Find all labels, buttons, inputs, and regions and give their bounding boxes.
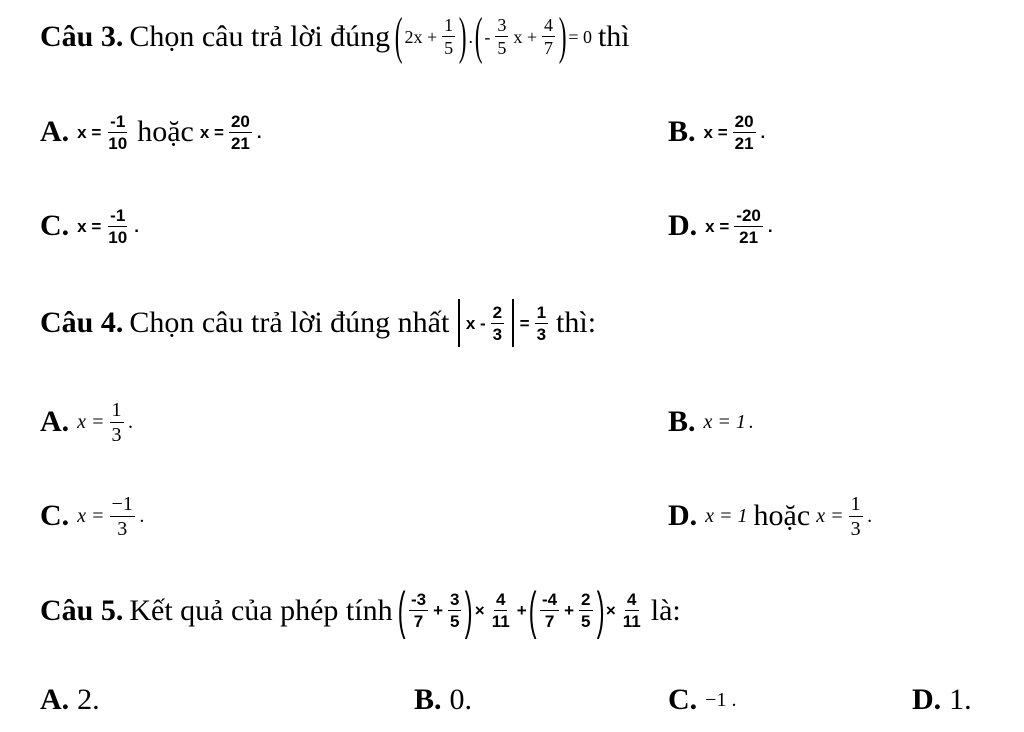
fraction: $\frac{1}{5}$ <box>444 15 454 59</box>
fraction: $\frac{3}{5}$ <box>497 15 507 59</box>
question-4-tail: thì: <box>556 306 597 339</box>
fraction: $\frac{4}{11}$ <box>622 590 641 632</box>
fraction: $\frac{-20}{21}$ <box>736 205 761 247</box>
fraction: $\frac{-1}{10}$ <box>108 111 128 153</box>
fraction: $\frac{-4}{7}$ <box>541 590 558 632</box>
fraction: $\frac{-1}{10}$ <box>108 205 128 247</box>
q3-option-b[interactable]: B. x = $\frac{20}{21}$ . <box>668 111 766 153</box>
fraction: $\frac{4}{7}$ <box>543 15 553 59</box>
abs-bar <box>512 299 514 347</box>
q3-option-c[interactable]: C. x = $\frac{-1}{10}$ . <box>40 205 139 247</box>
fraction: $\frac{2}{3}$ <box>492 302 503 344</box>
q4-option-a[interactable]: A. x = $\frac{1}{3}$ . <box>40 398 134 446</box>
fraction: $\frac{1}{3}$ <box>850 492 861 540</box>
q4-option-c[interactable]: C. x = $\frac{-1}{3}$ . <box>40 492 145 540</box>
question-4-text: Chọn câu trả lời đúng nhất <box>129 306 450 339</box>
question-5-equation: ( $\frac{-3}{7}$ + $\frac{3}{5}$ ) × $\frac{4}{11}$ + ( $\frac{-4}{7}$ + $\frac{2}{5}$ ) × $\frac{4}{11}$ <box>397 581 641 640</box>
question-5-label: Câu 5. <box>40 594 124 627</box>
q3-option-d[interactable]: D. x = $\frac{-20}{21}$ . <box>668 205 773 247</box>
question-5-text: Kết quả của phép tính <box>129 594 393 627</box>
question-3-equation: ( 2x + $\frac{1}{5}$ ) . ( - $\frac{3}{5}$ x + $\frac{4}{7}$ ) = 0 <box>394 7 592 65</box>
q4-option-d[interactable]: D. x = 1 hoặc x = $\frac{1}{3}$ . <box>668 492 873 540</box>
q5-option-b[interactable]: B. 0. <box>414 683 473 716</box>
fraction: $\frac{1}{3}$ <box>111 398 122 446</box>
fraction: $\frac{1}{3}$ <box>536 302 547 344</box>
q4-option-b[interactable]: B. x = 1 . <box>668 405 754 438</box>
q5-option-a[interactable]: A. 2. <box>40 683 100 716</box>
question-4-equation: x - $\frac{2}{3}$ = $\frac{1}{3}$ <box>455 299 550 347</box>
question-4 <box>40 290 602 356</box>
fraction: $\frac{20}{21}$ <box>734 111 754 153</box>
question-5 <box>40 576 687 646</box>
fraction: $\frac{4}{11}$ <box>491 590 510 632</box>
fraction: $\frac{3}{5}$ <box>450 590 460 632</box>
abs-bar <box>458 299 460 347</box>
fraction: $\frac{2}{5}$ <box>581 590 591 632</box>
question-3 <box>40 4 636 70</box>
question-3-tail: thì <box>597 20 630 53</box>
question-5-tail: là: <box>650 594 681 627</box>
q5-option-d[interactable]: D. 1. <box>912 683 972 716</box>
fraction: $\frac{-3}{7}$ <box>410 590 427 632</box>
q3-option-a[interactable]: A. x = $\frac{-1}{10}$ hoặc x = $\frac{20}{21}$ . <box>40 111 262 153</box>
question-3-text: Chọn câu trả lời đúng <box>129 20 391 53</box>
fraction: $\frac{-1}{3}$ <box>111 492 133 540</box>
fraction: $\frac{20}{21}$ <box>230 111 250 153</box>
q5-option-c[interactable]: C. −1 . <box>668 683 737 716</box>
question-3-label: Câu 3. <box>40 20 124 53</box>
question-4-label: Câu 4. <box>40 306 124 339</box>
